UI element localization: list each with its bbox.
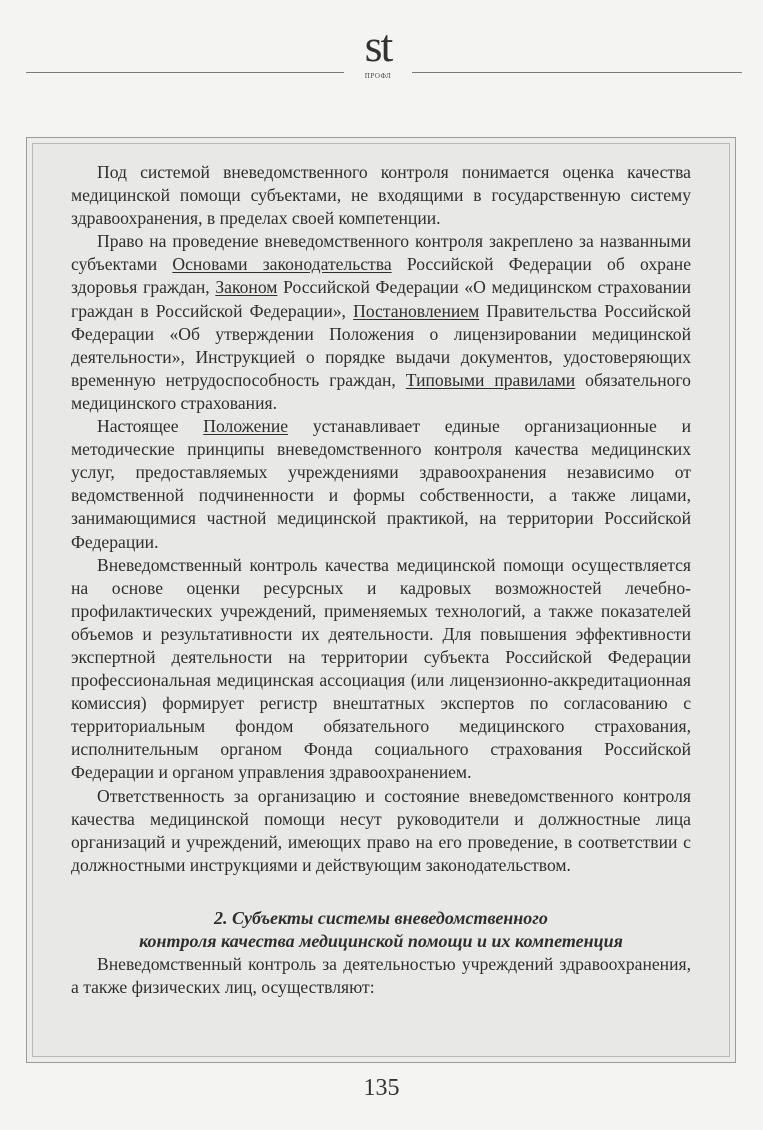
section-title-line-1: 2. Субъекты системы вневедомственного bbox=[214, 907, 548, 928]
document-reference-link[interactable]: Постановлением bbox=[353, 300, 480, 321]
publisher-logo bbox=[344, 20, 412, 88]
document-reference-link[interactable]: Типовыми правилами bbox=[405, 369, 576, 390]
text-run: Вневедомственный контроль качества медицинской помощи осуществляется на основе оценки ресурсных и кадровых возможностей лечебно-профилактических учреждений, применяемых технологий, а также показателей объемов и результативности их деятельности. Для повышения эффективности экспертной деятельности на территории субъекта Российской Федерации профессиональная медицинская ассоциация (или лицензионно-аккредитационная комиссия) формирует регистр внештатных экспертов по согласованию с территориальным фондом обязательного медицинского страхования, исполнительным органом Фонда социального страхования Российской Федерации и органом управления здравоохранением. bbox=[71, 554, 691, 783]
document-reference-link[interactable]: Основами законодательства bbox=[172, 254, 392, 275]
text-frame bbox=[26, 137, 736, 1063]
logo-mark: st bbox=[364, 20, 392, 71]
logo-subtext: ПРОФЛ bbox=[364, 72, 392, 80]
text-run: Под системой вневедомственного контроля понимается оценка качества медицинской помощи субъектами, не входящими в государственную систему здравоохранения, в пределах своей компетенции. bbox=[71, 162, 691, 229]
paragraph bbox=[71, 230, 691, 415]
body-text bbox=[71, 161, 691, 999]
paragraph-list bbox=[71, 161, 691, 877]
paragraph bbox=[71, 785, 691, 877]
section-title-line-2: контроля качества медицинской помощи и их компетенция bbox=[139, 930, 623, 951]
paragraph bbox=[71, 554, 691, 785]
page-header bbox=[0, 0, 763, 110]
document-reference-link[interactable]: Законом bbox=[215, 277, 278, 298]
document-reference-link[interactable]: Положение bbox=[203, 416, 289, 437]
paragraph bbox=[71, 161, 691, 230]
text-run: Российской Федерации «О медицинском страховании граждан в Российской Федерации», bbox=[71, 277, 692, 321]
text-run: обязательного медицинского страхования. bbox=[71, 369, 691, 413]
text-run: устанавливает единые организационные и методические принципы вневедомственного контроля качества медицинских услуг, предоставляемых учреждениями здравоохранения независимо от ведомственной подчиненности и формы собственности, а также лицами, занимающимися частной медицинской практикой, на территории Российской Федерации. bbox=[71, 416, 691, 552]
header-rule-left bbox=[26, 72, 344, 73]
text-run: Российской Федерации об охране здоровья граждан, bbox=[71, 254, 692, 298]
header-rule-right bbox=[412, 72, 742, 73]
paragraph bbox=[71, 415, 691, 554]
text-run: Правительства Российской Федерации «Об утверждении Положения о лицензировании медицинской деятельности», Инструкцией о порядке выдачи документов, удостоверяющих временную нетрудоспособность граждан, bbox=[71, 300, 691, 390]
text-run: Настоящее bbox=[97, 416, 204, 437]
section-title bbox=[71, 907, 691, 953]
page-number: 135 bbox=[363, 1075, 400, 1101]
text-run: Право на проведение вневедомственного контроля закреплено за названными субъектами bbox=[71, 231, 691, 275]
text-run: Ответственность за организацию и состояние вневедомственного контроля качества медицинской помощи несут руководители и должностные лица организаций и учреждений, имеющих право на его проведение, в соответствии с должностными инструкциями и действующим законодательством. bbox=[71, 785, 691, 875]
paragraph: Вневедомственный контроль за деятельностью учреждений здравоохранения, а также физических лиц, осуществляют: bbox=[71, 953, 691, 997]
